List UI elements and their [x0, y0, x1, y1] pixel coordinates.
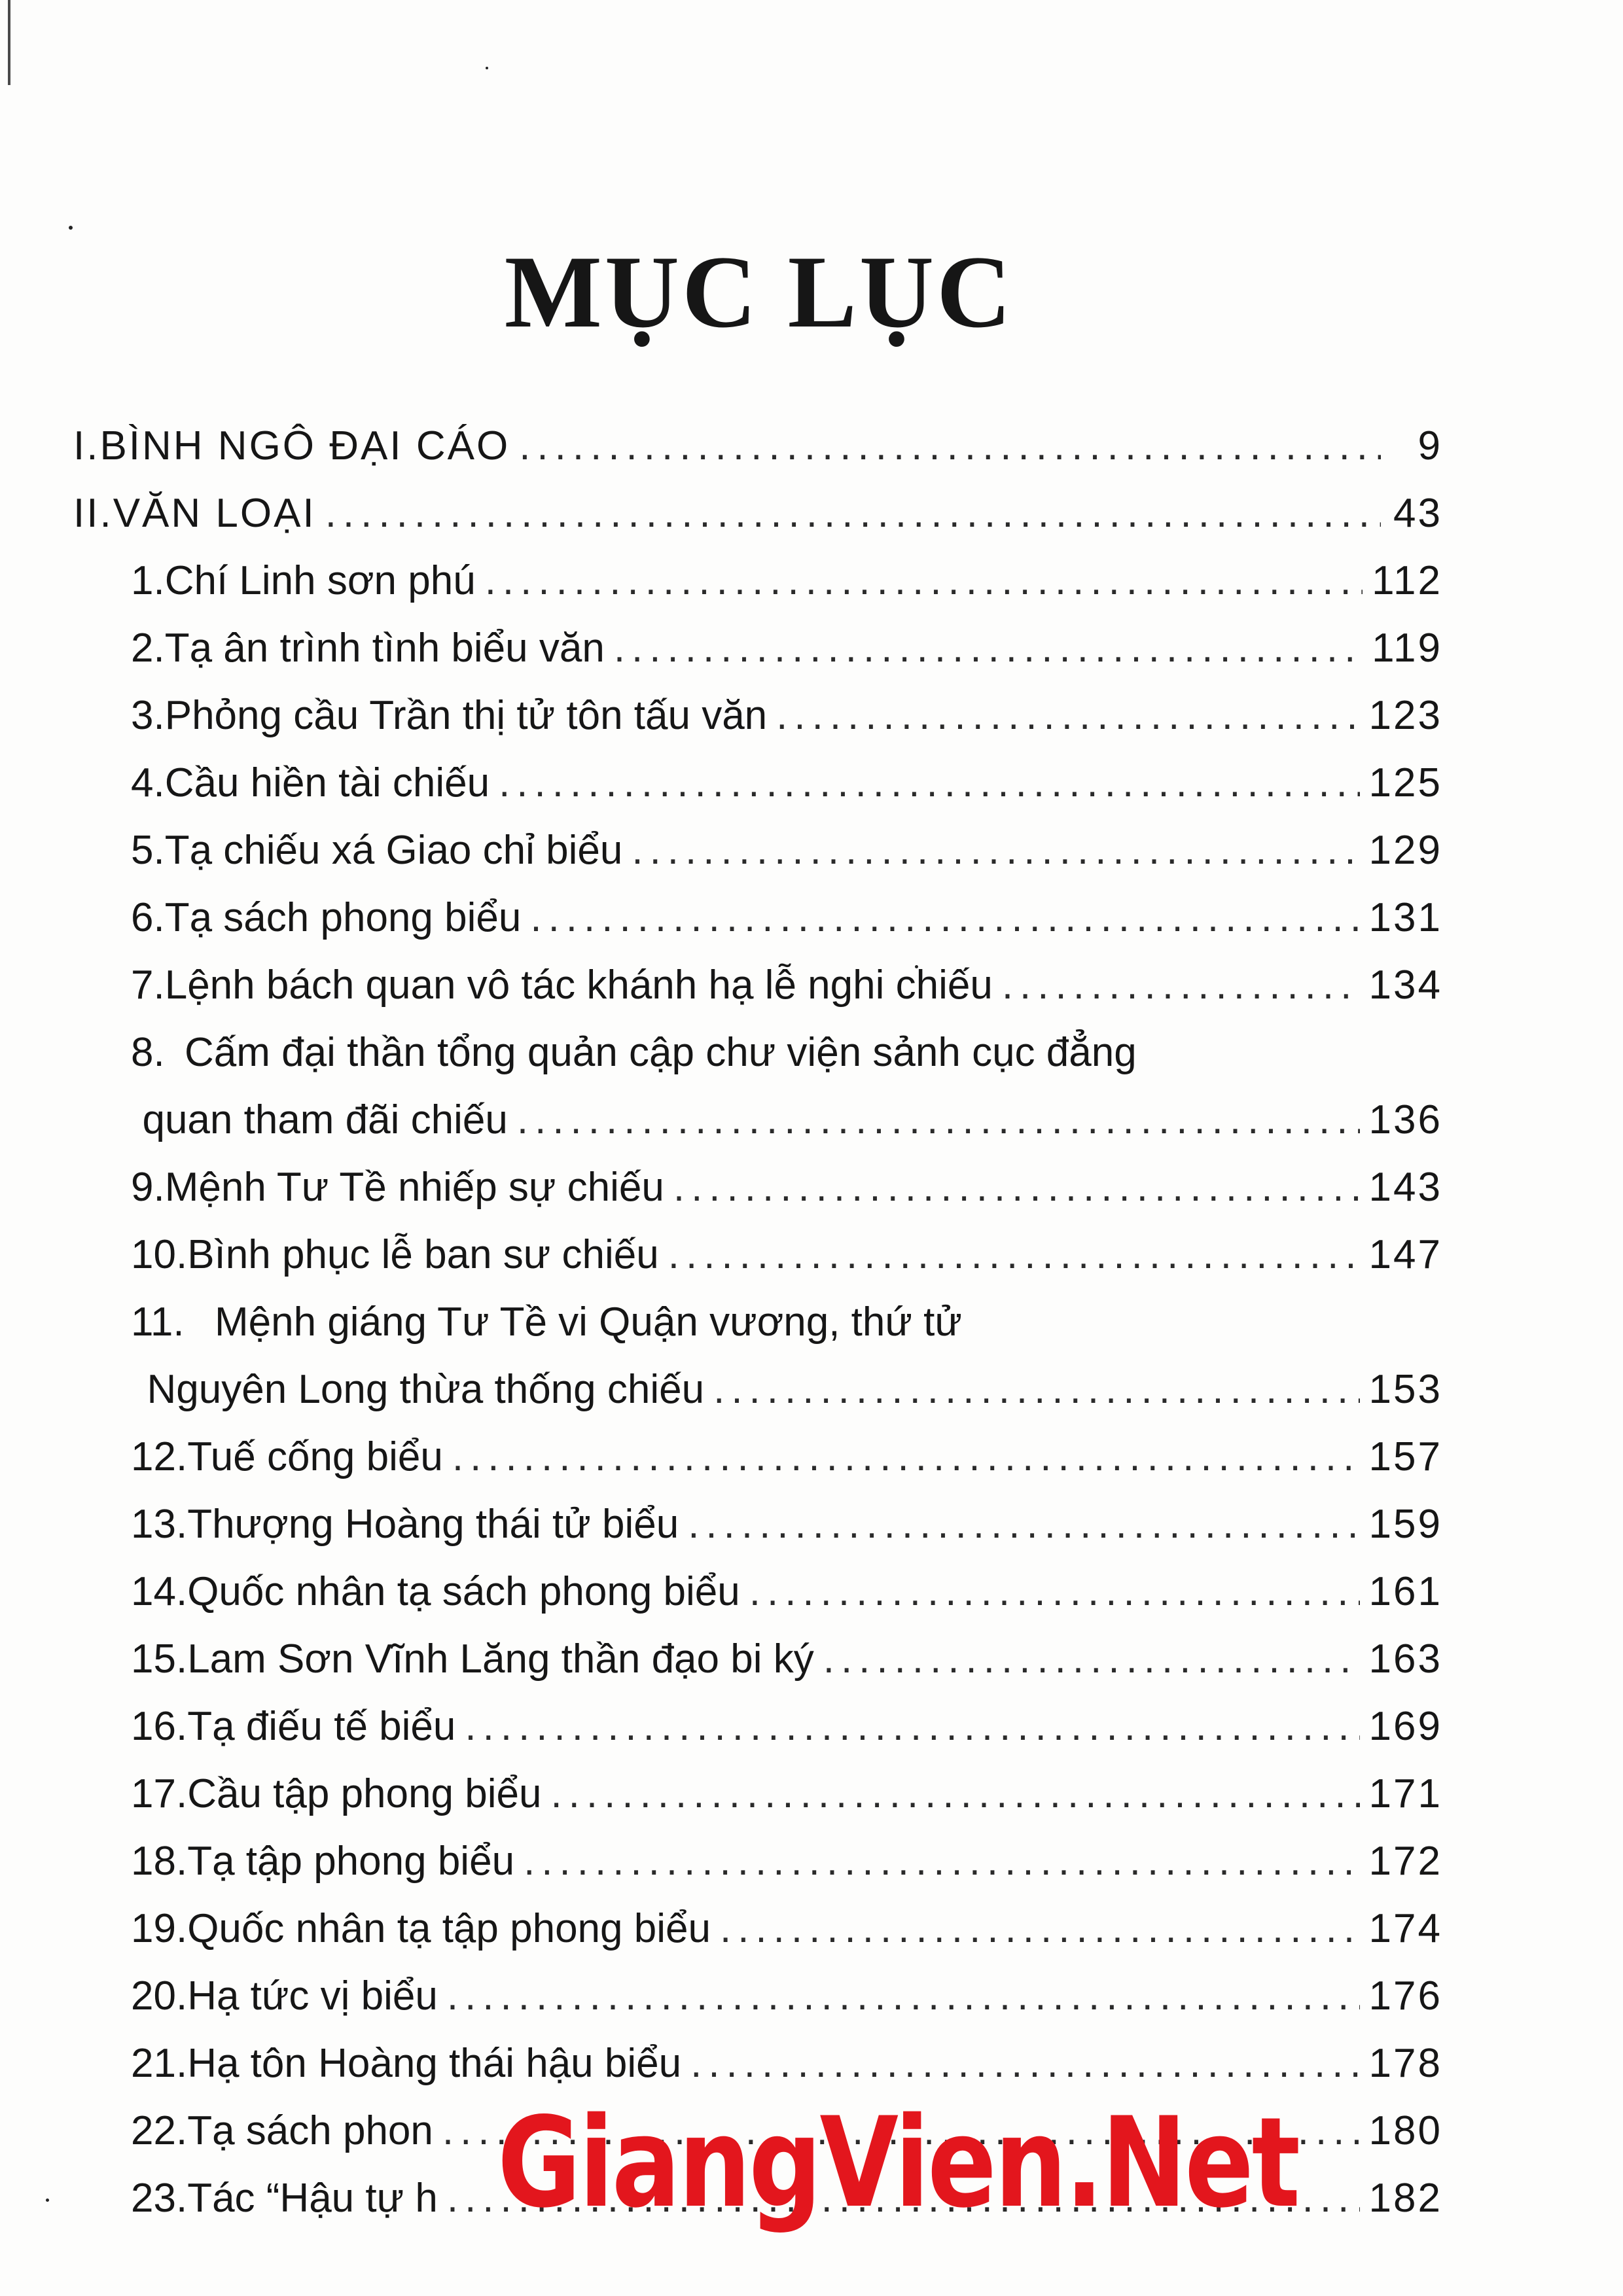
dot-leader	[823, 1625, 1360, 1693]
section-title: VĂN LOẠI	[113, 491, 316, 536]
dot-leader	[465, 1693, 1359, 1760]
entry-number: 9.	[131, 1165, 165, 1210]
scan-speck	[486, 67, 488, 69]
page-number: 169	[1368, 1704, 1442, 1749]
toc-section	[73, 412, 1442, 480]
entry-number: 12.	[131, 1434, 188, 1479]
page-number: 134	[1368, 963, 1442, 1008]
dot-leader	[776, 682, 1359, 749]
entry-title: Chí Linh sơn phú	[164, 558, 476, 603]
entry-title: Thượng Hoàng thái tử biểu	[187, 1502, 679, 1547]
toc-entry-first-line	[73, 1288, 1442, 1356]
entry-title: Bình phục lễ ban sư chiếu	[187, 1232, 659, 1277]
entry-number: 14.	[131, 1569, 188, 1614]
dot-leader	[325, 480, 1381, 547]
page-number: 131	[1368, 895, 1442, 940]
dot-leader	[713, 1356, 1359, 1423]
toc-entry	[73, 1895, 1442, 1962]
dot-leader	[519, 412, 1381, 480]
toc-entry-continuation	[73, 1356, 1442, 1423]
entry-number: 18.	[131, 1839, 188, 1884]
page-number: 163	[1368, 1636, 1442, 1682]
entry-title: Quốc nhân tạ sách phong biểu	[187, 1569, 740, 1614]
entry-title: Tạ sách phong biểu	[164, 895, 522, 940]
entry-number: 21.	[131, 2041, 188, 2086]
page-number: 143	[1368, 1165, 1442, 1210]
page-number: 176	[1368, 1973, 1442, 2019]
dot-leader	[690, 2030, 1359, 2097]
entry-number: 3.	[131, 693, 165, 738]
entry-title: Tạ ân trình tình biểu văn	[164, 626, 605, 671]
entry-number: 16.	[131, 1704, 188, 1749]
section-number: II.	[73, 491, 113, 536]
page-number: 178	[1368, 2041, 1442, 2086]
page-number: 153	[1368, 1367, 1442, 1412]
entry-title: Tuế cống biểu	[187, 1434, 443, 1479]
entry-title: Mệnh Tư Tề nhiếp sự chiếu	[164, 1165, 664, 1210]
page-number: 136	[1368, 1097, 1442, 1142]
entry-title: Phỏng cầu Trần thị tử tôn tấu văn	[164, 693, 768, 738]
entry-title: Hạ tôn Hoàng thái hậu biểu	[187, 2041, 682, 2086]
page-number: 129	[1368, 828, 1442, 873]
page-number: 125	[1368, 760, 1442, 805]
entry-number: 6.	[131, 895, 165, 940]
dot-leader	[524, 1828, 1359, 1895]
page-number: 159	[1368, 1502, 1442, 1547]
toc-entry	[73, 1154, 1442, 1221]
page-number: 180	[1368, 2108, 1442, 2153]
dot-leader	[485, 547, 1363, 614]
entry-title: Tác “Hậu tự h	[187, 2176, 438, 2221]
toc-entry	[73, 1423, 1442, 1491]
toc-entry	[73, 749, 1442, 817]
dot-leader	[673, 1154, 1360, 1221]
dot-leader	[452, 1423, 1360, 1491]
dot-leader	[632, 817, 1359, 884]
entry-title-continued: Nguyên Long thừa thống chiếu	[147, 1367, 705, 1412]
entry-number: 23.	[131, 2176, 188, 2221]
entry-title: Tạ tập phong biểu	[187, 1839, 515, 1884]
entry-title: Lam Sơn Vĩnh Lăng thần đạo bi ký	[187, 1636, 814, 1682]
entry-title: Mệnh giáng Tư Tề vi Quận vương, thứ tử	[215, 1299, 962, 1345]
dot-leader	[447, 1962, 1360, 2030]
entry-number: 5.	[131, 828, 165, 873]
toc-entry	[73, 1962, 1442, 2030]
toc-entry	[73, 682, 1442, 749]
entry-number: 10.	[131, 1232, 188, 1277]
toc-entry-first-line	[73, 1019, 1442, 1086]
page-number: 147	[1368, 1232, 1442, 1277]
dot-leader	[749, 1558, 1360, 1625]
entry-title: Tạ điếu tế biểu	[187, 1704, 456, 1749]
entry-number: 4.	[131, 760, 165, 805]
page-number: 172	[1368, 1839, 1442, 1884]
page-number: 171	[1368, 1771, 1442, 1816]
dot-leader	[614, 614, 1363, 682]
page-number: 112	[1372, 558, 1442, 603]
entry-number: 17.	[131, 1771, 188, 1816]
toc-section	[73, 480, 1442, 547]
dot-leader	[530, 884, 1359, 951]
entry-number: 22.	[131, 2108, 188, 2153]
table-of-contents	[73, 412, 1442, 2232]
entry-title: Cấm đại thần tổng quản cập chư viện sảnh cục đẳng	[185, 1030, 1137, 1075]
toc-entry	[73, 1693, 1442, 1760]
page-number: 123	[1368, 693, 1442, 738]
dot-leader	[668, 1221, 1360, 1288]
toc-entry	[73, 1558, 1442, 1625]
entry-number: 8.	[131, 1030, 165, 1075]
toc-entry	[73, 1221, 1442, 1288]
page-number: 9	[1418, 423, 1442, 468]
toc-entry	[73, 817, 1442, 884]
dot-leader	[720, 1895, 1360, 1962]
dot-leader	[499, 749, 1359, 817]
section-number: I.	[73, 423, 100, 468]
page-number: 182	[1368, 2176, 1442, 2221]
page-number: 161	[1368, 1569, 1442, 1614]
page-number: 174	[1368, 1906, 1442, 1951]
toc-entry	[73, 1828, 1442, 1895]
scan-speck	[46, 2199, 49, 2202]
toc-entry	[73, 1760, 1442, 1828]
entry-number: 19.	[131, 1906, 188, 1951]
entry-title: Hạ tức vị biểu	[187, 1973, 438, 2019]
dot-leader	[1002, 951, 1360, 1019]
toc-entry-continuation	[73, 1086, 1442, 1154]
watermark-logo: GiangVien.Net	[497, 2091, 1298, 2235]
page-number: 43	[1393, 491, 1442, 536]
toc-entry	[73, 547, 1442, 614]
dot-leader	[688, 1491, 1359, 1558]
entry-title: Lệnh bách quan vô tác khánh hạ lễ nghi chiếu	[164, 963, 993, 1008]
entry-number: 13.	[131, 1502, 188, 1547]
scan-speck	[69, 226, 73, 230]
entry-title-continued: quan tham đãi chiếu	[142, 1097, 508, 1142]
toc-entry	[73, 2030, 1442, 2097]
scan-edge	[8, 0, 10, 85]
toc-entry	[73, 1491, 1442, 1558]
entry-title: Quốc nhân tạ tập phong biểu	[187, 1906, 711, 1951]
toc-entry	[73, 951, 1442, 1019]
entry-title: Cầu tập phong biểu	[187, 1771, 542, 1816]
entry-number: 1.	[131, 558, 165, 603]
entry-number: 7.	[131, 963, 165, 1008]
entry-number: 20.	[131, 1973, 188, 2019]
entry-number: 2.	[131, 626, 165, 671]
entry-title: Cầu hiền tài chiếu	[164, 760, 490, 805]
section-title: BÌNH NGÔ ĐẠI CÁO	[99, 423, 510, 468]
page-number: 157	[1368, 1434, 1442, 1479]
dot-leader	[550, 1760, 1359, 1828]
entry-number: 11.	[131, 1299, 185, 1345]
entry-title: Tạ chiếu xá Giao chỉ biểu	[164, 828, 623, 873]
toc-entry	[73, 614, 1442, 682]
dot-leader	[517, 1086, 1360, 1154]
toc-entry	[73, 1625, 1442, 1693]
entry-number: 15.	[131, 1636, 188, 1682]
page-number: 119	[1372, 626, 1442, 671]
entry-title: Tạ sách phon	[187, 2108, 433, 2153]
toc-entry	[73, 884, 1442, 951]
page-title: MỤC LỤC	[504, 234, 1014, 349]
